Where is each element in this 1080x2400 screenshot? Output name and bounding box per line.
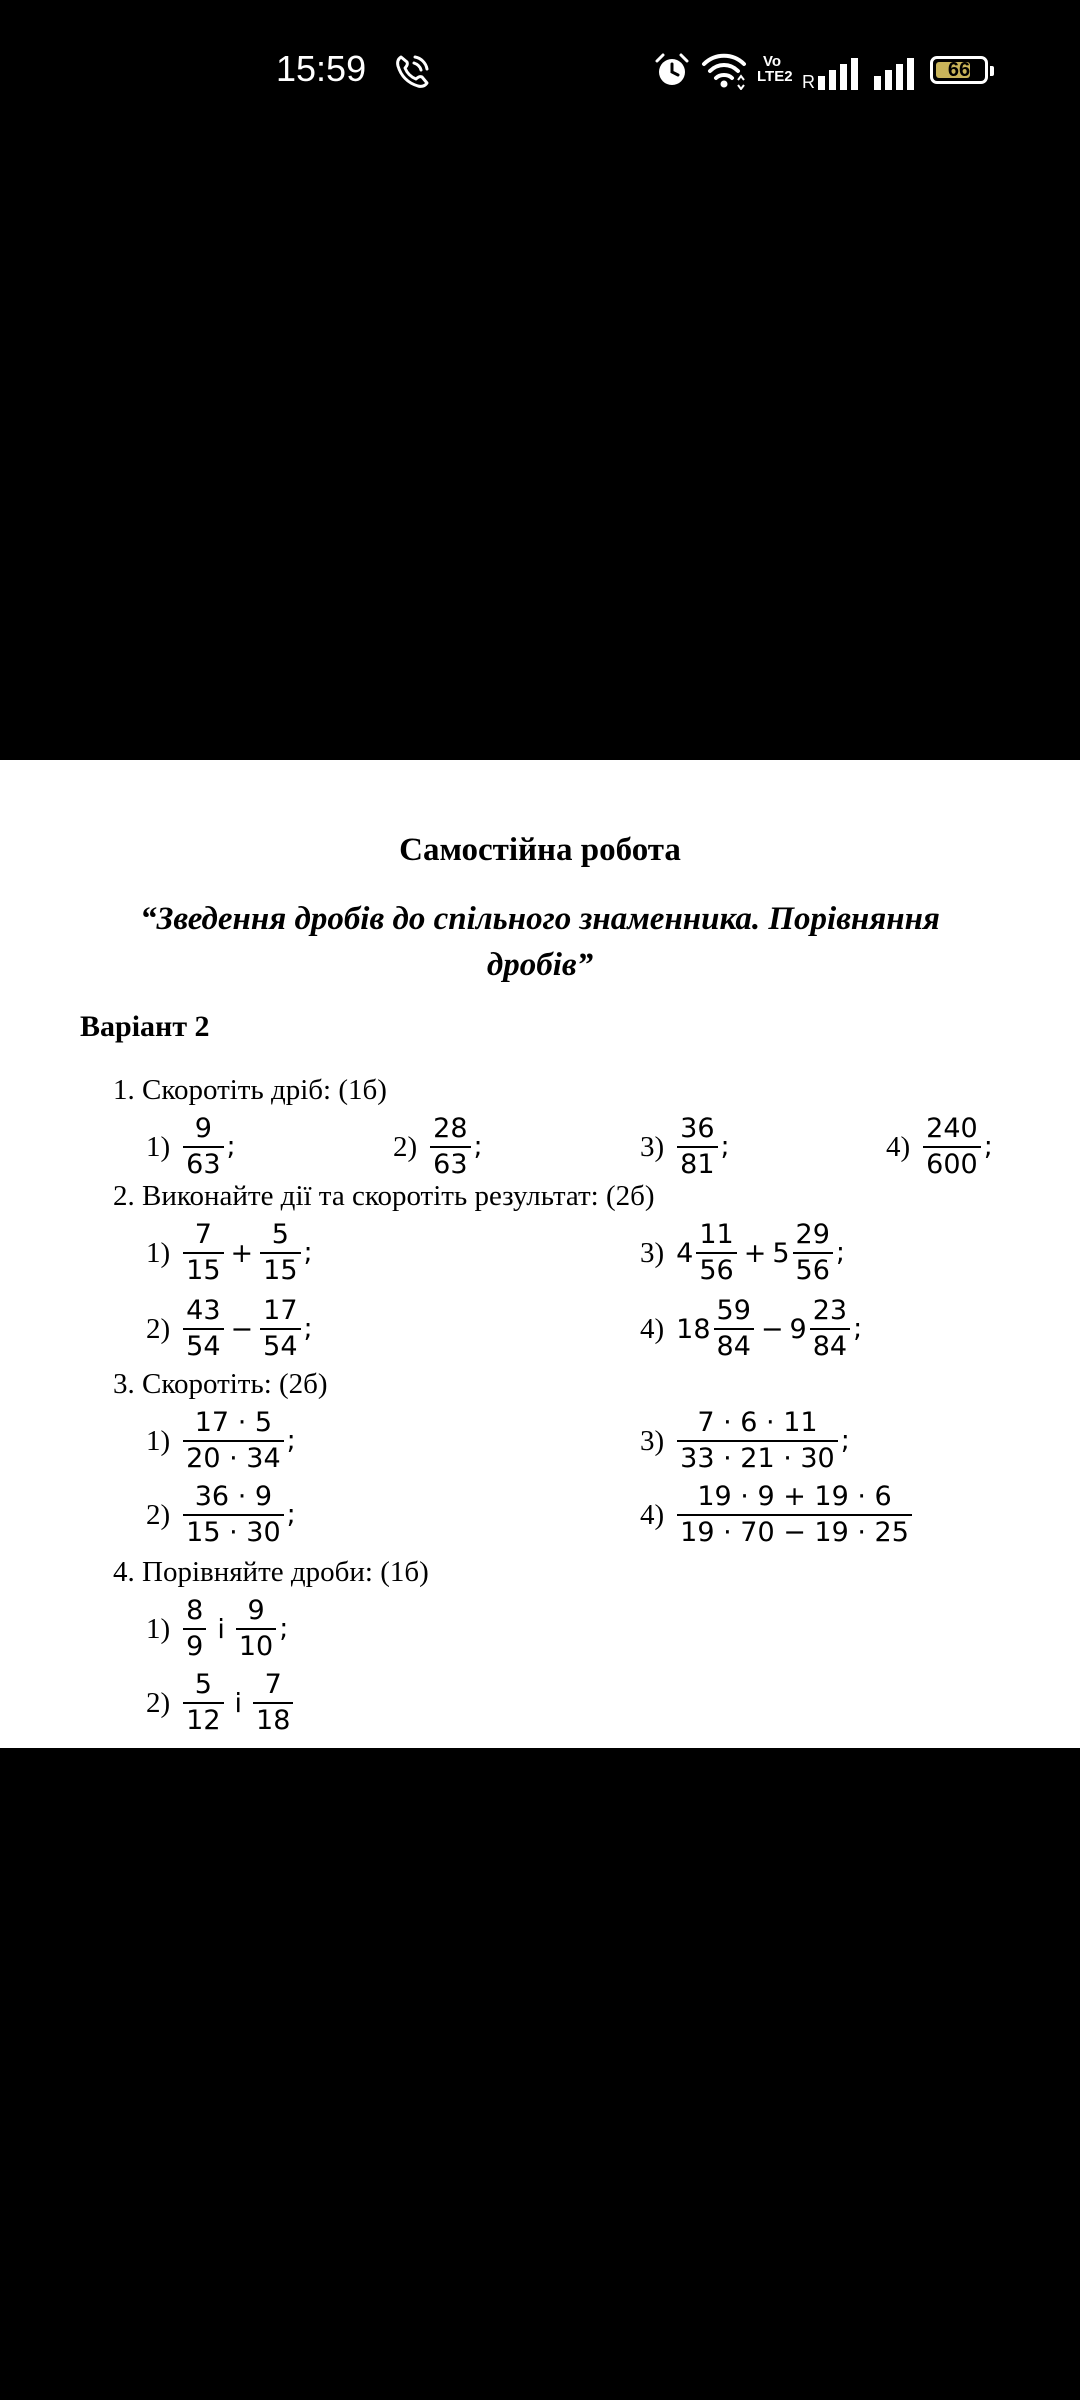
status-bar	[0, 0, 1080, 140]
document-image	[0, 760, 1080, 1748]
document-title: Самостійна робота	[399, 832, 681, 868]
task-1-item-3: 3) $\frac{36}{81}$ ;	[640, 1113, 730, 1180]
wifi-icon	[700, 50, 748, 90]
document-subtitle: “Зведення дробів до спільного знаменника. Порівняння дробів”	[140, 901, 940, 983]
task-1-title: 1. Скоротіть дріб: (1б)	[113, 1074, 387, 1106]
task-1-item-4: 4) $\frac{240}{600}$ ;	[886, 1113, 993, 1180]
signal-strength-icon-2	[874, 56, 918, 90]
variant-label: Варіант 2	[80, 1010, 210, 1043]
task-4-item-2: 2) $\frac{5}{12}$ і $\frac{7}{18}$	[146, 1668, 296, 1738]
battery-icon	[930, 56, 988, 84]
task-4-title: 4. Порівняйте дроби: (1б)	[113, 1556, 429, 1588]
roaming-label: R	[802, 72, 815, 90]
task-3-item-4: 4) $\frac{19 \cdot 9 + 19 \cdot 6}{19 \cdot 70 - 19 \cdot 25}$	[640, 1480, 915, 1550]
task-3-item-3: 3) $\frac{7 \cdot 6 \cdot 11}{33 \cdot 21 \cdot 30}$ ;	[640, 1407, 850, 1474]
task-2-item-4: 4) 18 $\frac{59}{84}$ − 9 $\frac{23}{84}$ ;	[640, 1295, 863, 1362]
task-3-item-2: 2) $\frac{36 \cdot 9}{15 \cdot 30}$ ;	[146, 1481, 296, 1548]
task-3-item-1: 1) $\frac{17 \cdot 5}{20 \cdot 34}$ ;	[146, 1407, 296, 1474]
task-2-item-3: 3) 4 $\frac{11}{56}$ + 5 $\frac{29}{56}$ ;	[640, 1219, 845, 1286]
battery-level: 66	[947, 59, 971, 81]
task-2-item-2: 2) $\frac{43}{54}$ − $\frac{17}{54}$ ;	[146, 1295, 313, 1362]
alarm-icon	[654, 52, 690, 88]
task-1-item-2: 2) $\frac{28}{63}$ ;	[393, 1113, 483, 1180]
status-time: 15:59	[276, 48, 367, 89]
task-4-item-1: 1) $\frac{8}{9}$ і $\frac{9}{10}$ ;	[146, 1595, 289, 1662]
signal-strength-icon	[802, 56, 866, 90]
phone-call-icon	[392, 52, 432, 92]
task-1-item-1: 1) $\frac{9}{63}$ ;	[146, 1113, 236, 1180]
volte-label: Vo LTE2	[757, 53, 793, 85]
task-2-title: 2. Виконайте дії та скоротіть результат: (2б)	[113, 1180, 655, 1212]
task-2-item-1: 1) $\frac{7}{15}$ + $\frac{5}{15}$ ;	[146, 1219, 313, 1286]
task-3-title: 3. Скоротіть: (2б)	[113, 1368, 328, 1400]
